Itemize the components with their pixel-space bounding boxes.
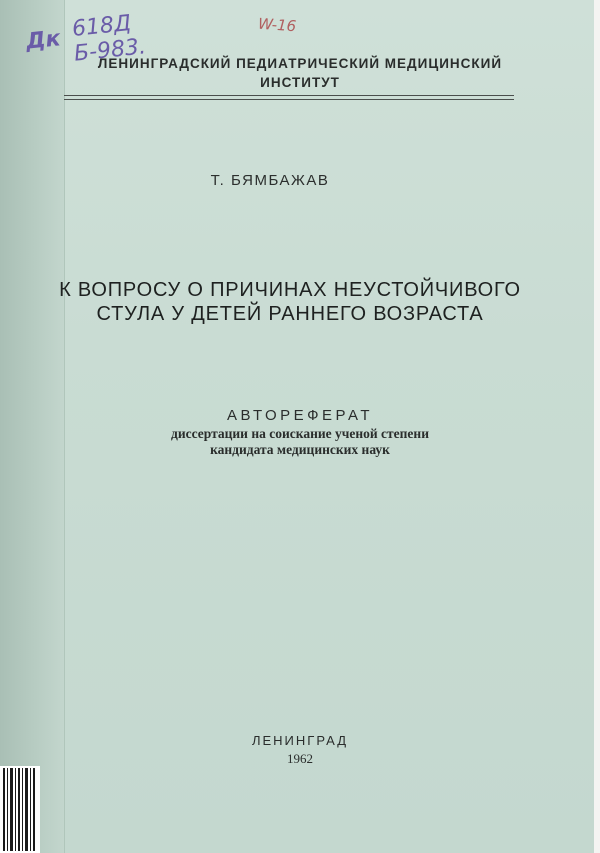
handwritten-note: W-16 [257, 14, 297, 36]
handwritten-mark: Дк [24, 26, 62, 55]
document-genre: АВТОРЕФЕРАТ [226, 407, 374, 424]
title-line-2: СТУЛА У ДЕТЕЙ РАННЕГО ВОЗРАСТА [96, 303, 484, 325]
handwritten-shelf-code-1: 618Д [70, 10, 133, 43]
author-name: Т. БЯМБАЖАВ [210, 172, 330, 189]
publication-city: ЛЕНИНГРАД [251, 733, 349, 748]
title-line-1: К ВОПРОСУ О ПРИЧИНАХ НЕУСТОЙЧИВОГО [59, 279, 521, 301]
description-line-2: кандидата медицинских наук [210, 442, 390, 457]
divider-rule [64, 99, 514, 100]
binding-spine [0, 0, 65, 853]
page-edge [594, 0, 600, 853]
handwritten-shelf-code-2: Б-983. [72, 34, 148, 67]
institution-line-1: ЛЕНИНГРАДСКИЙ ПЕДИАТРИЧЕСКИЙ МЕДИЦИНСКИЙ [97, 56, 503, 71]
institution-line-2: ИНСТИТУТ [260, 75, 340, 90]
description-line-1: диссертации на соискание ученой степени [171, 426, 429, 441]
divider-rule [64, 95, 514, 96]
publication-year: 1962 [287, 751, 313, 766]
barcode-label [0, 766, 40, 853]
